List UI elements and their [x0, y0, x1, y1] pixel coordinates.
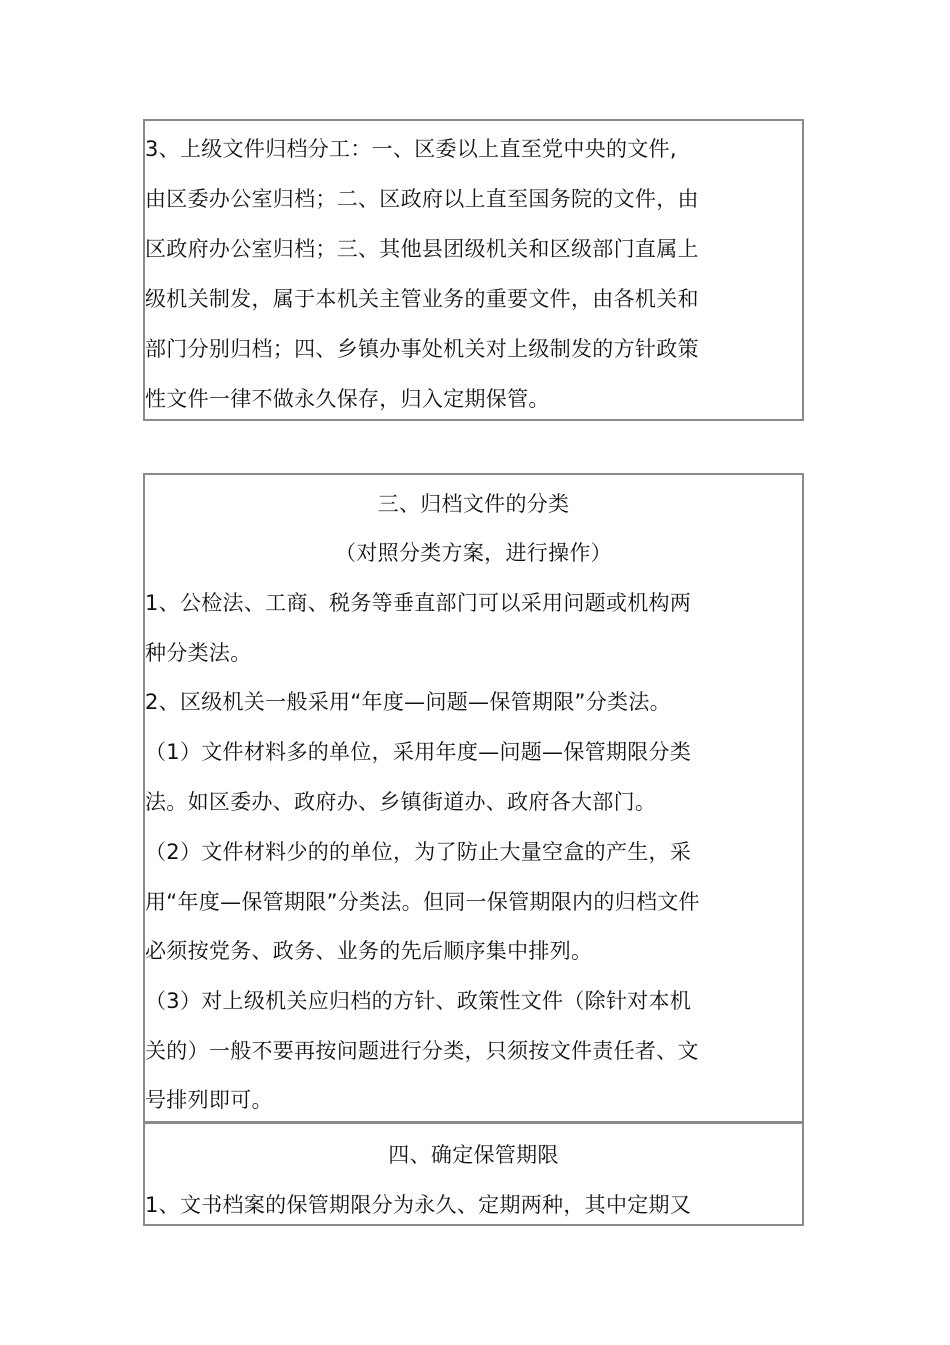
paragraph-line: 性文件一律不做永久保存，归入定期保管。 — [145, 387, 550, 411]
paragraph-line: 1、文书档案的保管期限分为永久、定期两种，其中定期又 — [145, 1193, 692, 1217]
paragraph-line: 1、公检法、工商、税务等垂直部门可以采用问题或机构两 — [145, 591, 692, 615]
paragraph-line: 种分类法。 — [145, 641, 252, 665]
paragraph-line: 由区委办公室归档；二、区政府以上直至国务院的文件，由 — [145, 187, 699, 211]
section-title: 四、确定保管期限 — [388, 1143, 559, 1167]
paragraph-line: （3）对上级机关应归档的方针、政策性文件（除针对本机 — [145, 989, 692, 1013]
paragraph-line: 3、上级文件归档分工：一、区委以上直至党中央的文件, — [145, 137, 677, 161]
classification-section — [143, 473, 804, 1123]
section-subtitle: （对照分类方案，进行操作） — [335, 541, 612, 565]
paragraph-line: 级机关制发，属于本机关主管业务的重要文件，由各机关和 — [145, 287, 699, 311]
paragraph-line: 关的）一般不要再按问题进行分类，只须按文件责任者、文 — [145, 1039, 699, 1063]
paragraph-line: 部门分别归档；四、乡镇办事处机关对上级制发的方针政策 — [145, 337, 699, 361]
paragraph-line: 法。如区委办、政府办、乡镇街道办、政府各大部门。 — [145, 790, 657, 814]
paragraph-line: 区政府办公室归档；三、其他县团级机关和区级部门直属上 — [145, 237, 699, 261]
section-title: 三、归档文件的分类 — [377, 492, 570, 516]
paragraph-line: （1）文件材料多的单位，采用年度—问题—保管期限分类 — [145, 740, 692, 764]
paragraph-line: （2）文件材料少的的单位，为了防止大量空盒的产生，采 — [145, 840, 692, 864]
archiving-division-section — [143, 119, 804, 421]
paragraph-line: 号排列即可。 — [145, 1088, 273, 1112]
paragraph-line: 2、区级机关一般采用“年度—问题—保管期限”分类法。 — [145, 690, 671, 714]
retention-period-section — [143, 1122, 804, 1226]
paragraph-line: 必须按党务、政务、业务的先后顺序集中排列。 — [145, 939, 593, 963]
paragraph-line: 用“年度—保管期限”分类法。但同一保管期限内的归档文件 — [145, 890, 700, 914]
